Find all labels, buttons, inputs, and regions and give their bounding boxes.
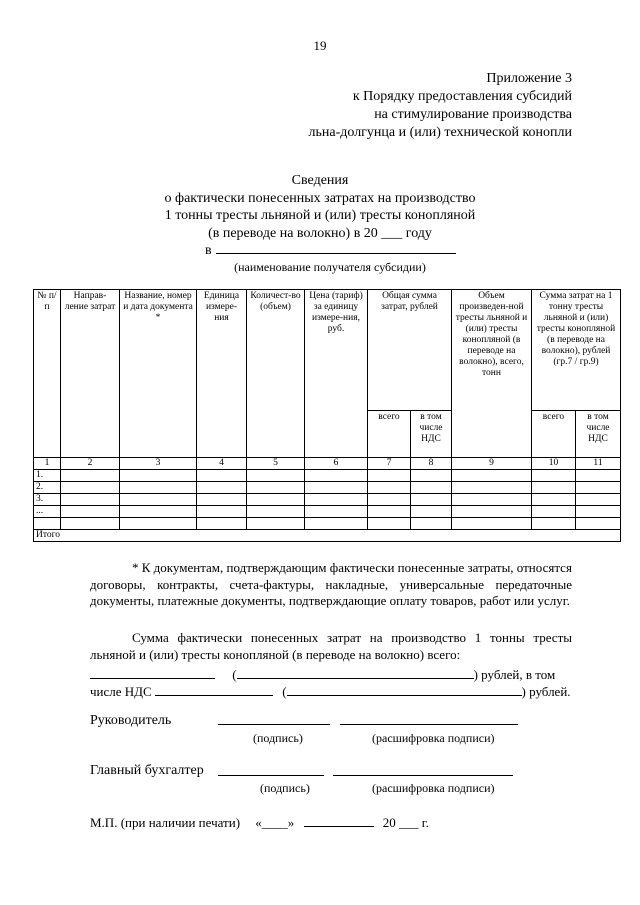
col-number: 2 (61, 458, 120, 470)
table-cell[interactable] (120, 494, 197, 506)
col-number: 10 (532, 458, 576, 470)
total-row (34, 530, 621, 542)
table-cell[interactable] (61, 518, 120, 530)
row-number: 2. (34, 482, 61, 494)
table-cell[interactable] (411, 482, 452, 494)
title-line-3: 1 тонны тресты льняной и (или) тресты конопляной (164, 208, 476, 223)
sum-line-1: ( ) рублей, в том (90, 666, 555, 683)
header-number: № п/п (34, 290, 61, 458)
date-year: 20 ___ г. (382, 815, 429, 830)
table-cell[interactable] (532, 494, 576, 506)
col-number: 4 (197, 458, 247, 470)
header-document: Название, номер и дата документа * (120, 290, 197, 458)
table-cell[interactable] (532, 482, 576, 494)
table-cell[interactable] (452, 506, 532, 518)
table-cell[interactable] (305, 506, 368, 518)
table-cell[interactable] (532, 506, 576, 518)
row-number: ... (34, 506, 61, 518)
title-line-2: о фактически понесенных затратах на производство (164, 190, 476, 206)
recipient-prefix: в (205, 243, 212, 258)
col-number: 1 (34, 458, 61, 470)
row-number (34, 518, 61, 530)
recipient-caption: (наименование получателя субсидии) (234, 260, 426, 274)
accountant-label: Главный бухгалтер (90, 763, 204, 778)
table-row (34, 470, 621, 482)
table-cell[interactable] (452, 518, 532, 530)
table-cell[interactable] (120, 518, 197, 530)
total-label: Итого (34, 530, 621, 542)
col-number: 9 (452, 458, 532, 470)
footnote (90, 560, 572, 610)
table-row (34, 482, 621, 494)
header-total-vat: в том числе НДС (411, 411, 452, 458)
header-cost-per-ton: Сумма затрат на 1 тонну тресты льняной и (или) тресты конопляной (в переводе на волокно), рублей (гр.7 / гр.9) (532, 290, 621, 411)
table-cell[interactable] (452, 494, 532, 506)
vat-rubles-end: ) рублей. (521, 684, 571, 699)
col-number: 11 (576, 458, 621, 470)
table-cell[interactable] (368, 494, 411, 506)
header-total-all: всего (368, 411, 411, 458)
header-volume: Объем произведен-ной тресты льняной и (или) тресты конопляной (в переводе на волокно), всего, тонн (452, 290, 532, 458)
table-cell[interactable] (120, 470, 197, 482)
accountant-decode-field[interactable] (333, 763, 513, 776)
table-row (34, 518, 621, 530)
table-cell[interactable] (197, 506, 247, 518)
document-title (0, 172, 640, 242)
table-cell[interactable] (452, 482, 532, 494)
row-number: 1. (34, 470, 61, 482)
table-row (34, 506, 621, 518)
seal-line (90, 814, 429, 831)
table-cell[interactable] (411, 470, 452, 482)
recipient-blank[interactable] (216, 241, 456, 254)
appendix-line-1: Приложение 3 (486, 71, 572, 86)
recipient-line (205, 241, 456, 259)
header-per-ton-all: всего (532, 411, 576, 458)
table-cell[interactable] (532, 470, 576, 482)
table-row (34, 494, 621, 506)
table-cell[interactable] (305, 494, 368, 506)
vat-label: числе НДС (90, 684, 152, 699)
head-decode-field[interactable] (340, 712, 518, 725)
appendix-line-4: льна-долгунца и (или) технической конопли (308, 125, 572, 140)
table-cell[interactable] (61, 470, 120, 482)
header-price: Цена (тариф) за единицу измере-ния, руб. (305, 290, 368, 458)
table-cell[interactable] (368, 482, 411, 494)
table-cell[interactable] (197, 482, 247, 494)
accountant-sign-caption: (подпись) (260, 781, 310, 795)
appendix-header (309, 70, 572, 142)
row-number: 3. (34, 494, 61, 506)
table-cell[interactable] (61, 506, 120, 518)
table-cell[interactable] (368, 470, 411, 482)
header-per-ton-vat: в том числе НДС (576, 411, 621, 458)
table-cell[interactable] (197, 470, 247, 482)
table-cell[interactable] (61, 494, 120, 506)
col-number: 5 (247, 458, 305, 470)
date-day-field[interactable]: «____» (255, 815, 295, 830)
col-number: 6 (305, 458, 368, 470)
head-signature-field[interactable] (218, 712, 330, 725)
table-cell[interactable] (411, 518, 452, 530)
table-cell[interactable] (247, 506, 305, 518)
header-total-costs: Общая сумма затрат, рублей (368, 290, 452, 411)
head-label: Руководитель (90, 713, 172, 728)
table-cell[interactable] (368, 506, 411, 518)
column-numbers-row (34, 458, 621, 470)
col-number: 8 (411, 458, 452, 470)
footnote-first-line: * К документам, подтверждающим фактически понесенные затраты, относятся (132, 560, 572, 575)
accountant-decode-caption: (расшифровка подписи) (372, 781, 495, 795)
header-unit: Единица измере-ния (197, 290, 247, 458)
table-cell[interactable] (247, 482, 305, 494)
appendix-line-2: к Порядку предоставления субсидий (352, 89, 572, 104)
table-cell[interactable] (368, 518, 411, 530)
table-cell[interactable] (305, 482, 368, 494)
table-cell[interactable] (247, 518, 305, 530)
sum-amount-field[interactable] (90, 666, 215, 679)
costs-table (33, 289, 621, 542)
page-number: 19 (313, 38, 327, 53)
col-number: 3 (120, 458, 197, 470)
table-cell[interactable] (411, 494, 452, 506)
head-decode-caption: (расшифровка подписи) (372, 731, 495, 745)
sum-paragraph (90, 630, 572, 663)
table-cell[interactable] (61, 482, 120, 494)
table-cell[interactable] (197, 494, 247, 506)
head-sign-caption: (подпись) (253, 731, 303, 745)
title-line-4: (в переводе на волокно) в 20 ___ году (208, 225, 432, 241)
table-cell[interactable] (532, 518, 576, 530)
header-direction: Направ-ление затрат (61, 290, 120, 458)
sum-line-2: числе НДС ( ) рублей. (90, 684, 571, 699)
footnote-rest: договоры, контракты, счета-фактуры, накладные, универсальные передаточные документы, платежные документы, подтверждающие оплату товаров, работ или услуг. (90, 576, 572, 608)
table-cell[interactable] (576, 506, 621, 518)
sum-text: Сумма фактически понесенных затрат на производство 1 тонны тресты льняной и (или) тресты конопляной (в переводе на волокно) всего: (90, 630, 572, 662)
table-cell[interactable] (305, 518, 368, 530)
vat-words-field[interactable] (287, 683, 522, 696)
header-quantity: Количест-во (объем) (247, 290, 305, 458)
vat-amount-field[interactable] (155, 683, 273, 696)
table-cell[interactable] (305, 470, 368, 482)
table-cell[interactable] (120, 506, 197, 518)
accountant-signature-field[interactable] (218, 763, 324, 776)
title-line-1: Сведения (291, 173, 349, 188)
table-cell[interactable] (576, 518, 621, 530)
table-cell[interactable] (411, 506, 452, 518)
table-cell[interactable] (576, 494, 621, 506)
table-cell[interactable] (452, 470, 532, 482)
appendix-line-3: на стимулирование производства (374, 107, 572, 122)
table-cell[interactable] (197, 518, 247, 530)
sum-rubles-incl: ) рублей, в том (473, 667, 556, 682)
table-cell[interactable] (120, 482, 197, 494)
date-month-field[interactable] (304, 814, 374, 827)
col-number: 7 (368, 458, 411, 470)
table-cell[interactable] (576, 470, 621, 482)
table-cell[interactable] (247, 494, 305, 506)
seal-label: М.П. (при наличии печати) (90, 815, 241, 830)
table-cell[interactable] (247, 470, 305, 482)
table-cell[interactable] (576, 482, 621, 494)
sum-words-field[interactable] (237, 666, 474, 679)
